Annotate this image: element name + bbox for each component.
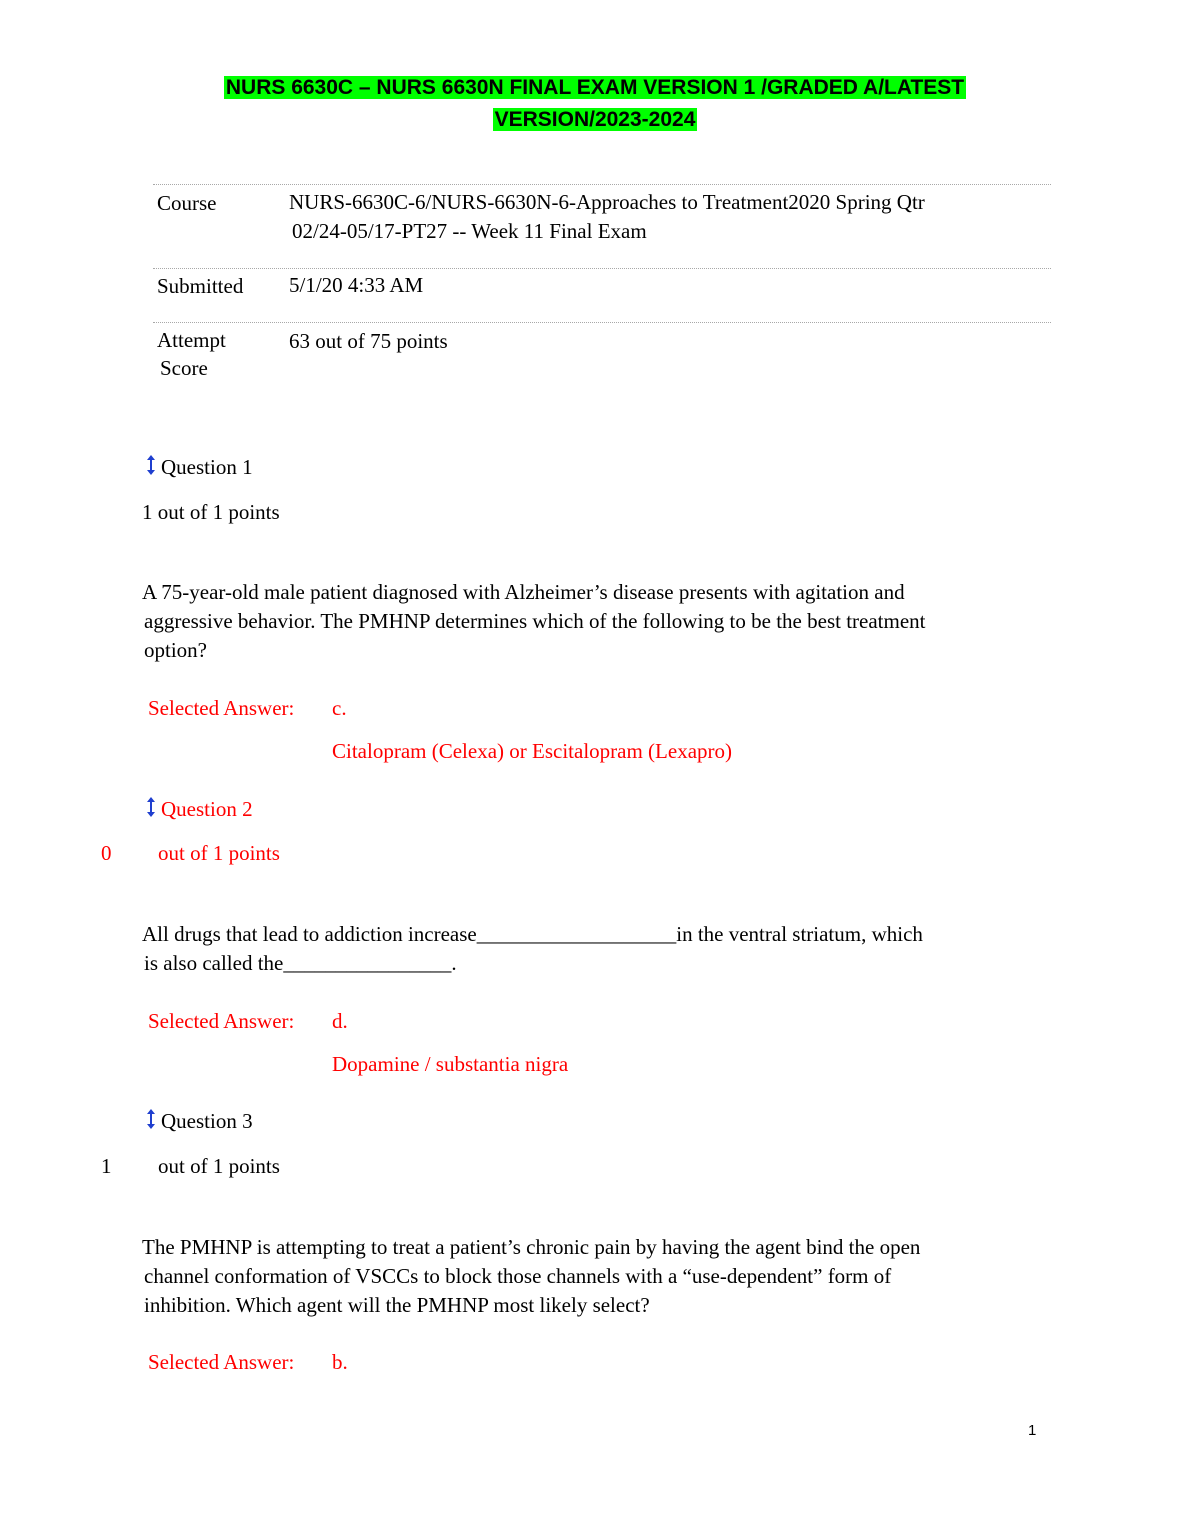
question-1-selected-answer-letter: c. bbox=[332, 696, 347, 720]
up-down-arrow-icon bbox=[145, 454, 157, 476]
question-3-selected-answer-letter: b. bbox=[332, 1350, 348, 1374]
attempt-score-value: 63 out of 75 points bbox=[289, 329, 448, 353]
question-1-text: A 75-year-old male patient diagnosed with Alzheimer’s disease presents with agitation and aggressive behavior. The PMHNP determines which of the following to be the best treatment option? bbox=[142, 580, 926, 662]
document-title-line-2: VERSION/2023-2024 bbox=[494, 108, 696, 131]
submitted-label: Submitted bbox=[157, 274, 244, 298]
question-3-heading: Question 3 bbox=[145, 1107, 253, 1135]
question-2-selected-answer-text: Dopamine / substantia nigra bbox=[332, 1052, 569, 1076]
attempt-score-label-line-1: Attempt bbox=[157, 328, 226, 352]
question-3-score: out of 1 points bbox=[158, 1154, 280, 1178]
course-label: Course bbox=[157, 191, 217, 215]
question-2-selected-answer-label: Selected Answer: bbox=[148, 1009, 295, 1033]
question-1-score: 1 out of 1 points bbox=[142, 500, 280, 524]
question-3-text: The PMHNP is attempting to treat a patient’s chronic pain by having the agent bind the open channel conformation of VSCCs to block those channels with a “use-dependent” form of inhibition. Which agent will the PMHNP most likely select? bbox=[142, 1235, 921, 1317]
course-value-line-1: NURS-6630C-6/NURS-6630N-6-Approaches to Treatment2020 Spring Qtr bbox=[289, 190, 925, 214]
course-value-line-2: 02/24-05/17-PT27 -- Week 11 Final Exam bbox=[292, 219, 647, 243]
question-2-score-number: 0 bbox=[101, 841, 112, 865]
question-2-text: All drugs that lead to addiction increase___________________in the ventral striatum, which is also called the________________. bbox=[142, 922, 923, 975]
up-down-arrow-icon bbox=[145, 1108, 157, 1130]
attempt-score-label-line-2: Score bbox=[160, 356, 208, 380]
question-3-selected-answer-label: Selected Answer: bbox=[148, 1350, 295, 1374]
table-divider bbox=[153, 184, 1051, 185]
question-2-selected-answer-letter: d. bbox=[332, 1009, 348, 1033]
question-2-score: out of 1 points bbox=[158, 841, 280, 865]
page-number: 1 bbox=[1028, 1422, 1037, 1439]
up-down-arrow-icon bbox=[145, 796, 157, 818]
submitted-value: 5/1/20 4:33 AM bbox=[289, 273, 424, 297]
question-1-heading: Question 1 bbox=[145, 453, 253, 481]
question-1-selected-answer-label: Selected Answer: bbox=[148, 696, 295, 720]
question-3-score-number: 1 bbox=[101, 1154, 112, 1178]
question-1-selected-answer-text: Citalopram (Celexa) or Escitalopram (Lexapro) bbox=[332, 739, 733, 763]
table-divider bbox=[153, 322, 1051, 323]
document-title-line-1: NURS 6630C – NURS 6630N FINAL EXAM VERSION 1 /GRADED A/LATEST bbox=[225, 76, 965, 99]
question-2-heading: Question 2 bbox=[145, 795, 253, 823]
table-divider bbox=[153, 268, 1051, 269]
